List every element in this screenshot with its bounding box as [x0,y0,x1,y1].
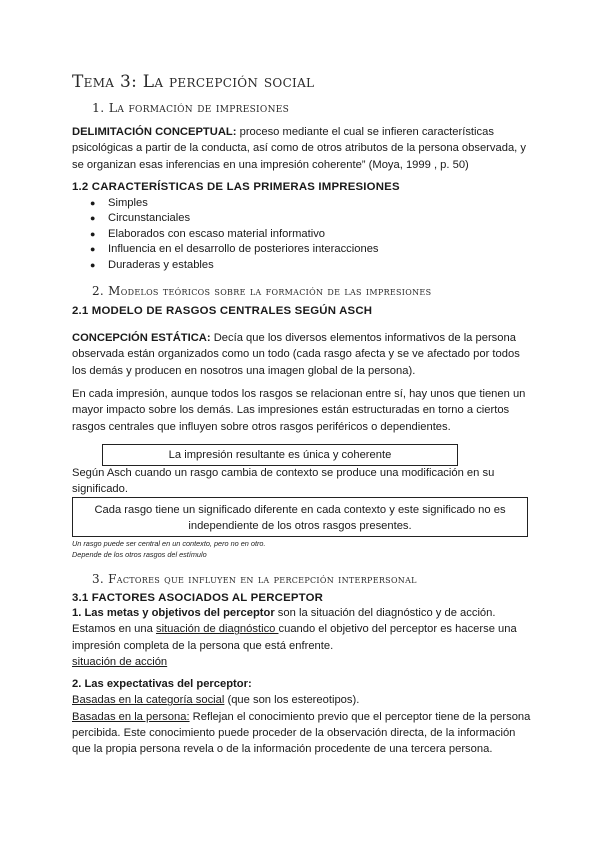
bullet-icon: ● [90,213,96,224]
paragraph-line: Reflejan el conocimiento previo que el perceptor tiene de la persona [189,710,531,723]
underlined-term: situación de acción [72,655,168,668]
paragraph-line: Según Asch cuando un rasgo cambia de contexto se produce una modificación en su [72,467,495,479]
paragraph-line: cuando el objetivo del perceptor es hacerse una [278,623,517,636]
section-1-2-heading: 1.2 CARACTERÍSTICAS DE LAS PRIMERAS IMPRESIONES [72,181,400,193]
definition-paragraph [72,124,532,173]
page-title: Tema 3: La percepción social [72,72,315,92]
underlined-term: situación de diagnóstico [155,623,279,636]
footnote [72,539,266,560]
paragraph-line: Estamos en una [72,623,156,636]
footnote-line: Un rasgo puede ser central en un contexto, pero no en otro. [72,539,266,548]
definition-line: proceso mediante el cual se infieren características [236,126,494,138]
paragraph-line: mayor impacto sobre los demás. Las impresiones están estructuradas en torno a ciertos [72,404,510,417]
paragraph-line: percibida. Este conocimiento puede proceder de la observación directa, de la información [72,726,516,739]
goals-term: 1. Las metas y objetivos del perceptor [72,607,275,619]
paragraph-line: impresión completa de la persona que está enfrente. [72,639,334,652]
box-line: independiente de los otros rasgos presentes. [188,520,412,532]
paragraph-line: que la propia persona revela o de la información procedente de una tercera persona. [72,743,493,756]
expectations-term: 2. Las expectativas del perceptor: [72,678,252,690]
asch-paragraph [72,465,532,498]
paragraph-line: son la situación del diagnóstico y de acción. [274,607,496,619]
bullet-icon: ● [90,244,96,255]
paragraph-line: significado. [72,483,128,496]
footnote-line: Depende de los otros rasgos del estímulo [72,549,207,559]
expectations-paragraph [72,676,532,757]
impression-paragraph [72,386,532,435]
concept-paragraph [72,330,532,379]
section-3-1-heading: 3.1 FACTORES ASOCIADOS AL PERCEPTOR [72,592,324,604]
concept-line: observada están organizados como un todo (cada rasgo afecta y se ve afectado por todos [72,348,520,361]
underlined-term: Basadas en la persona: [72,710,190,723]
box-line: Cada rasgo tiene un significado diferente en cada contexto y este significado no es [94,504,506,516]
list-item: ● Elaborados con escaso material informativo [72,227,379,242]
bullet-icon: ● [90,259,96,270]
section-2-1-heading: 2.1 MODELO DE RASGOS CENTRALES SEGÚN ASCH [72,305,373,317]
list-item: ● Influencia en el desarrollo de posteriores interacciones [72,242,379,257]
list-item: ● Simples [72,196,379,211]
definition-term: DELIMITACIÓN CONCEPTUAL: [72,126,237,138]
section-2-heading: 2. Modelos teóricos sobre la formación de las impresiones [92,284,432,298]
concept-line: Decía que los diversos elementos informativos de la persona [210,332,516,344]
underlined-term: Basadas en la categoría social [72,694,225,707]
goals-paragraph [72,605,532,670]
concept-term: CONCEPCIÓN ESTÁTICA: [72,332,211,344]
paragraph-line: En cada impresión, aunque todos los rasgos se relacionan entre sí, hay unos que tienen un [72,388,526,400]
list-item: ● Duraderas y estables [72,258,379,273]
section-1-heading: 1. La formación de impresiones [92,100,290,115]
bullet-icon: ● [90,228,96,239]
context-box [72,497,528,537]
paragraph-line: (que son los estereotipos). [224,694,360,707]
paragraph-line: rasgos centrales que influyen sobre otros rasgos periféricos o dependientes. [72,420,451,433]
definition-line: se organizan esas inferencias en una impresión coherente” (Moya, 1999 , p. 50) [72,158,469,171]
list-item: ● Circunstanciales [72,211,379,226]
section-3-heading: 3. Factores que influyen en la percepción interpersonal [92,572,417,586]
definition-line: psicológicas a partir de la conducta, así como de otros atributos de la persona observada, y [72,142,526,155]
concept-line: los demás y producen en nosotros una imagen global de la persona). [72,364,416,377]
characteristics-list [72,196,379,273]
impression-box: La impresión resultante es única y coherente [102,444,458,466]
bullet-icon: ● [90,198,96,208]
